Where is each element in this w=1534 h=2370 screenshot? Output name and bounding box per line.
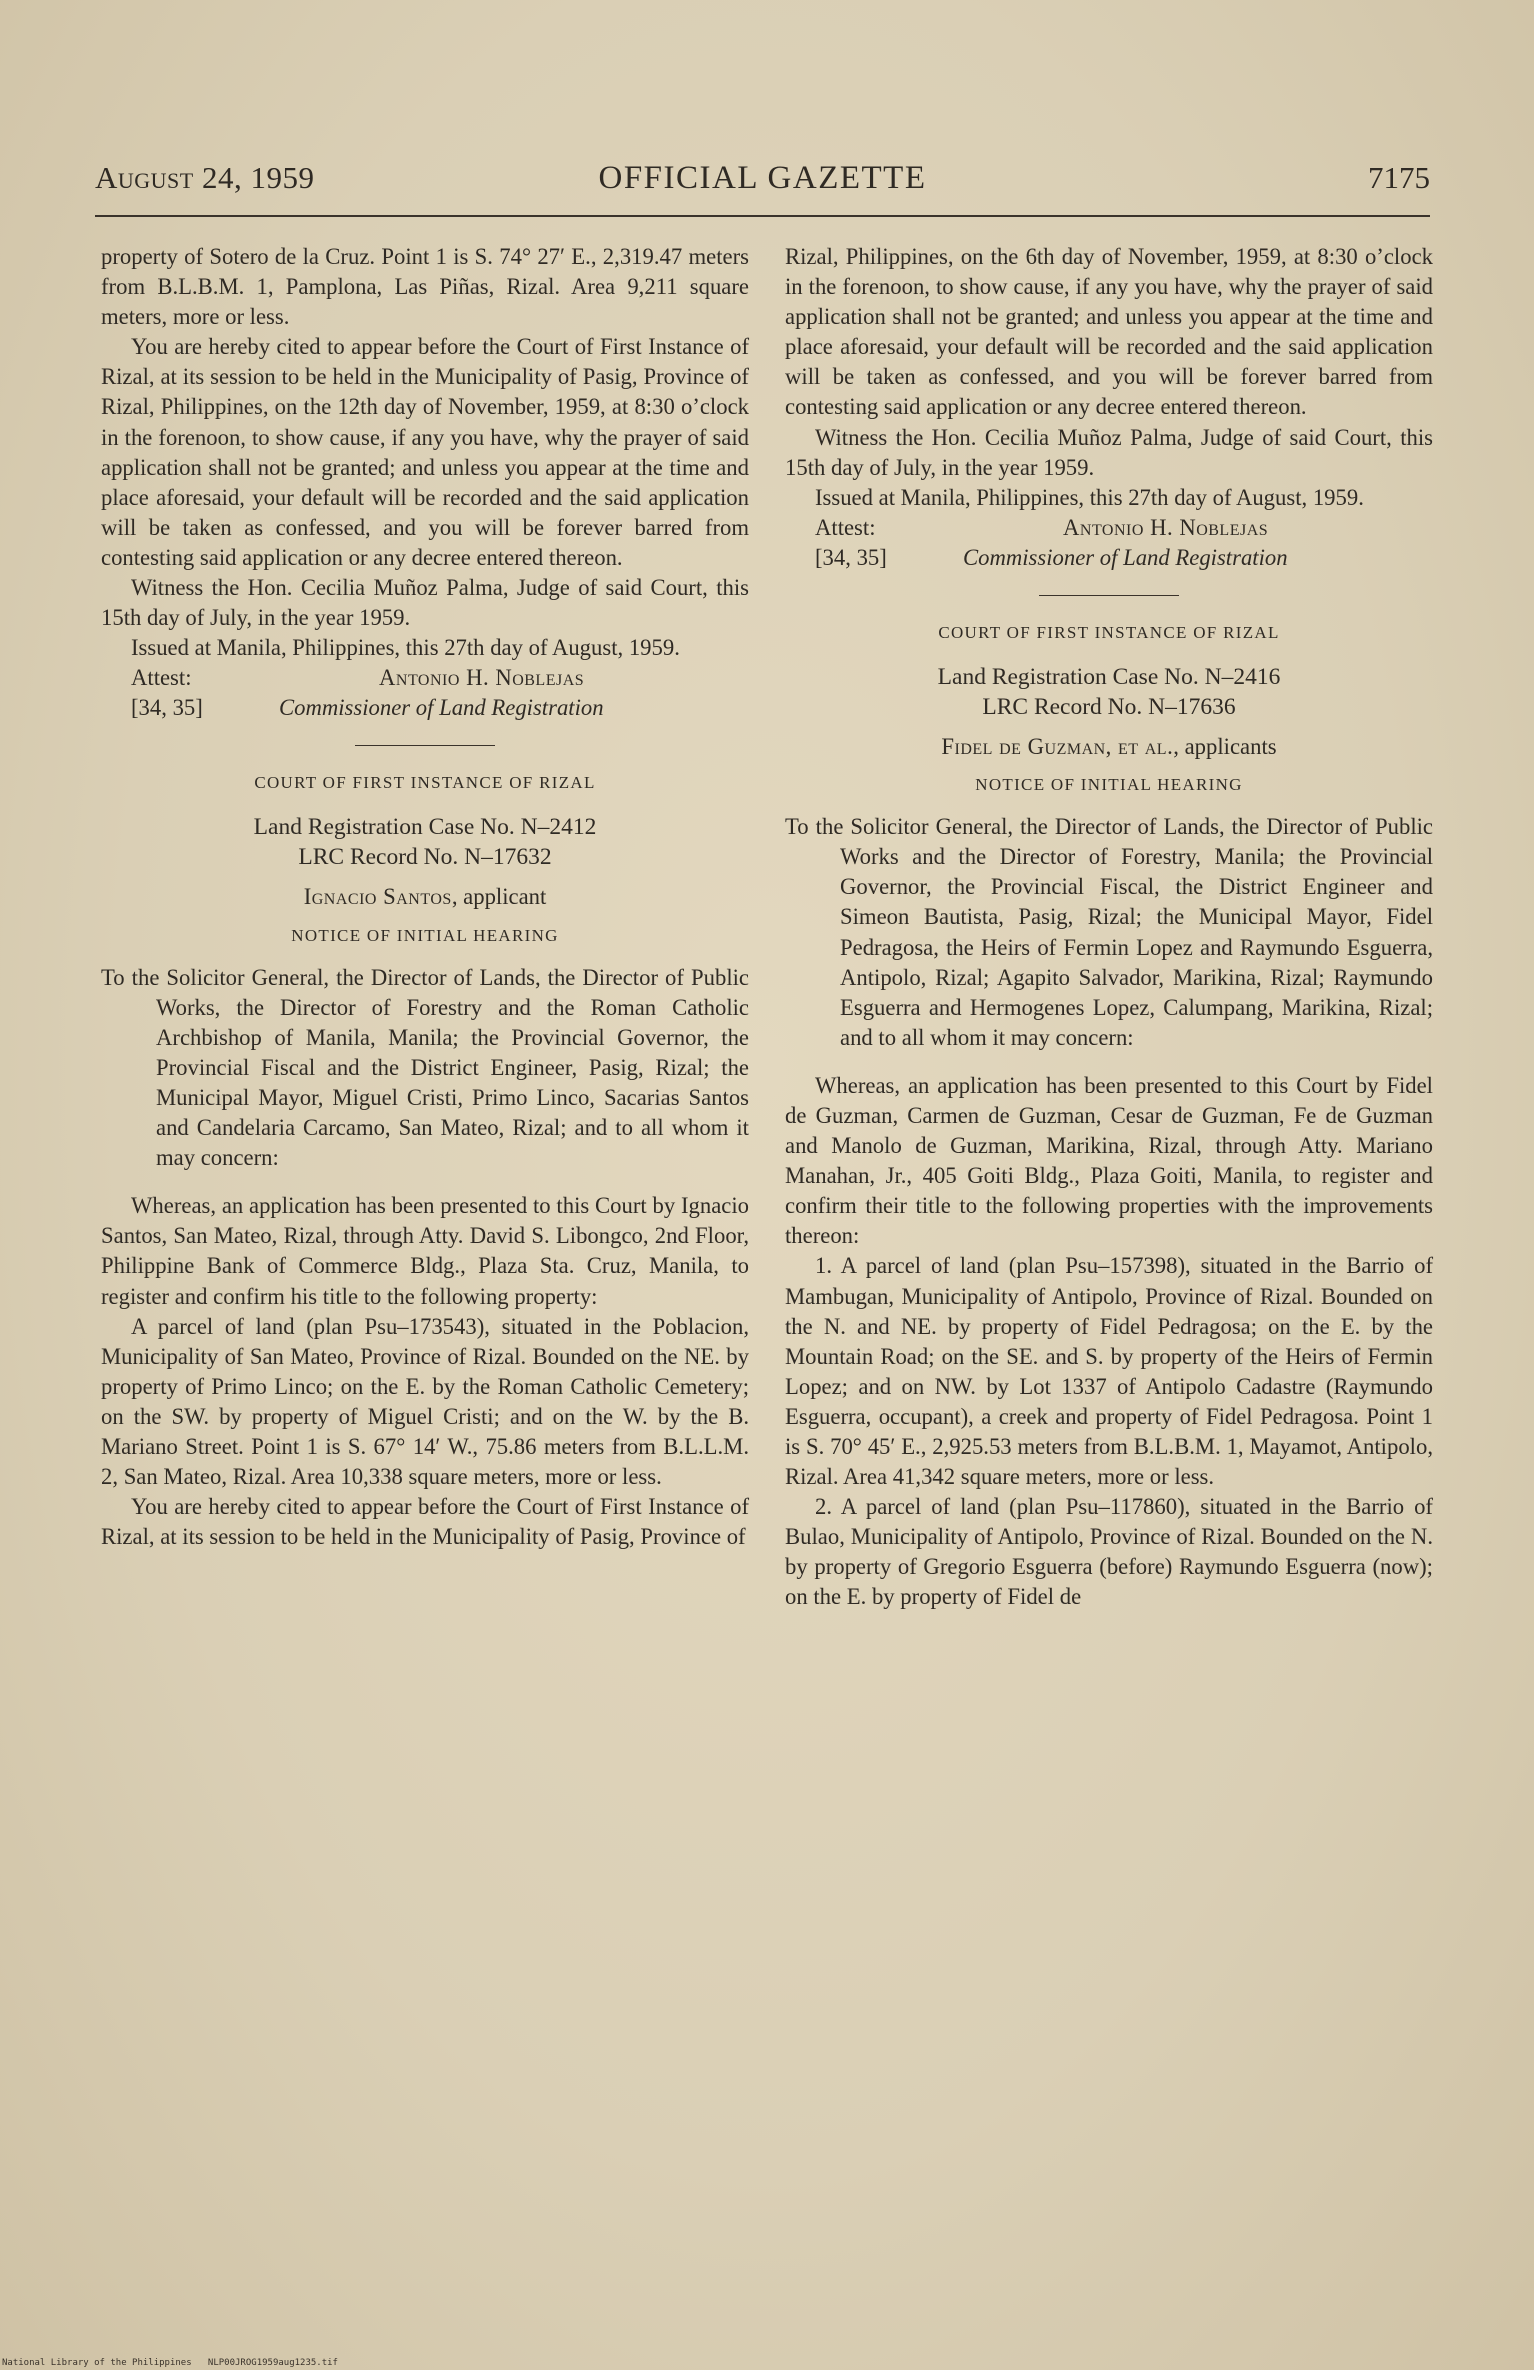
footer-library: National Library of the Philippines (2, 2358, 192, 2368)
applicant-role: , applicant (451, 884, 547, 910)
paragraph: Whereas, an application has been presented to this Court by Ignacio Santos, San Mateo, Rizal, through Atty. David S. Libongco, 2nd Floor, Philippine Bank of Commerce Bldg., Plaza Sta. Cruz, Manila, to register and confirm his title to the following property: (101, 1193, 749, 1309)
section-divider (355, 745, 495, 746)
header-page-number: 7175 (1368, 160, 1430, 195)
signer-title: Commissioner of Land Registration (279, 695, 604, 721)
case-number: Land Registration Case No. N–2412 (253, 814, 597, 841)
left-column (101, 242, 749, 1552)
applicant-role: , applicants (1173, 733, 1277, 759)
right-column (785, 242, 1433, 1613)
attest-label: Attest: (131, 665, 192, 691)
paragraph: You are hereby cited to appear before the Court of First Instance of Rizal, at its session to be held in the Municipality of Pasig, Province of (101, 1494, 749, 1550)
header-title: OFFICIAL GAZETTE (598, 160, 927, 196)
address-paragraph: To the Solicitor General, the Director of Lands, the Director of Public Works and the Director of Forestry, Manila; the Provincial Governor, the Provincial Fiscal, the District Engineer and Simeon Bautista, Pasig, Rizal; the Municipal Mayor, Fidel Pedragosa, the Heirs of Fermin Lopez and Raymundo Esguerra, Antipolo, Rizal; Agapito Salvador, Marikina, Rizal; Raymundo Esguerra and Hermogenes Lopez, Calumpang, Marikina, Rizal; and to all whom it may concern: (785, 814, 1433, 1050)
notice-title: NOTICE OF INITIAL HEARING (975, 775, 1243, 795)
paragraph: Whereas, an application has been presented to this Court by Fidel de Guzman, Carmen de Guzman, Cesar de Guzman, Fe de Guzman and Manolo de Guzman, Marikina, Rizal, through Atty. Mariano Manahan, Jr., 405 Goiti Bldg., Plaza Goiti, Manila, to register and confirm their title to the following properties with the improvements thereon: (785, 1072, 1433, 1249)
scan-footer (2, 2358, 338, 2368)
paragraph: Rizal, Philippines, on the 6th day of November, 1959, at 8:30 o’clock in the forenoon, to show cause, if any you have, why the prayer of said application shall not be granted; and unless you appear at the time and place aforesaid, your default will be recorded and the said application will be taken as confessed, and you will be forever barred from contesting said application or any decree entered thereon. (785, 244, 1433, 420)
paragraph: A parcel of land (plan Psu–173543), situated in the Poblacion, Municipality of San Mateo, Province of Rizal. Bounded on the NE. by property of Primo Linco; on the E. by the Roman Catholic Cemetery; on the SW. by property of Miguel Cristi; and on the W. by the B. Mariano Street. Point 1 is S. 67° 14′ W., 75.86 meters from B.L.L.M. 2, San Mateo, Rizal. Area 10,338 square meters, more or less. (101, 1313, 749, 1490)
signer-name: Antonio H. Noblejas (1063, 514, 1269, 540)
paragraph: Issued at Manila, Philippines, this 27th day of August, 1959. (131, 635, 680, 661)
record-number: LRC Record No. N–17636 (982, 693, 1236, 720)
page-header (95, 160, 1430, 204)
footer-file-id: NLP00JROG1959aug1235.tif (207, 2358, 338, 2368)
header-date: August 24, 1959 (95, 160, 315, 195)
court-heading: COURT OF FIRST INSTANCE OF RIZAL (254, 773, 596, 793)
signer-title: Commissioner of Land Registration (963, 544, 1288, 570)
paragraph: property of Sotero de la Cruz. Point 1 is S. 74° 27′ E., 2,319.47 meters from B.L.B.M. 1, Pamplona, Las Piñas, Rizal. Area 9,211 square meters, more or less. (101, 244, 749, 330)
signature-block (101, 663, 749, 723)
applicant-name: Fidel de Guzman, et al. (941, 733, 1174, 759)
applicant-line (101, 882, 749, 912)
header-rule (95, 215, 1430, 217)
paragraph: Witness the Hon. Cecilia Muñoz Palma, Judge of said Court, this 15th day of July, in the year 1959. (101, 575, 749, 631)
record-number: LRC Record No. N–17632 (298, 844, 552, 871)
paragraph: You are hereby cited to appear before the Court of First Instance of Rizal, at its session to be held in the Municipality of Pasig, Province of Rizal, Philippines, on the 12th day of November, 1959, at 8:30 o’clock in the forenoon, to show cause, if any you have, why the prayer of said application shall not be granted; and unless you appear at the time and place aforesaid, your default will be recorded and the said application will be taken as confessed, and you will be forever barred from contesting said application or any decree entered thereon. (101, 334, 749, 570)
paragraph: Witness the Hon. Cecilia Muñoz Palma, Judge of said Court, this 15th day of July, in the year 1959. (785, 424, 1433, 480)
notice-title: NOTICE OF INITIAL HEARING (291, 925, 559, 945)
signer-name: Antonio H. Noblejas (379, 665, 585, 691)
court-heading: COURT OF FIRST INSTANCE OF RIZAL (938, 622, 1280, 642)
paragraph: 2. A parcel of land (plan Psu–117860), situated in the Barrio of Bulao, Municipality of Antipolo, Province of Rizal. Bounded on the N. by property of Gregorio Esguerra (before) Raymundo Esguerra (now); on the E. by property of Fidel de (785, 1494, 1433, 1610)
address-paragraph: To the Solicitor General, the Director of Lands, the Director of Public Works, the Director of Forestry and the Roman Catholic Archbishop of Manila, Manila; the Provincial Governor, the Provincial Fiscal and the District Engineer, Pasig, Rizal; the Municipal Mayor, Miguel Cristi, Primo Linco, Sacarias Santos and Candelaria Carcamo, San Mateo, Rizal; and to all whom it may concern: (101, 964, 749, 1171)
case-number: Land Registration Case No. N–2416 (937, 663, 1281, 690)
paragraph: Issued at Manila, Philippines, this 27th day of August, 1959. (815, 484, 1364, 510)
issue-reference: [34, 35] (131, 695, 203, 721)
signature-block (785, 513, 1433, 573)
paragraph: 1. A parcel of land (plan Psu–157398), situated in the Barrio of Mambugan, Municipality of Antipolo, Province of Rizal. Bounded on the N. and NE. by property of Fidel Pedragosa; on the E. by the Mountain Road; on the SE. and S. by property of the Heirs of Fermin Lopez; and on NW. by Lot 1337 of Antipolo Cadastre (Raymundo Esguerra, occupant), a creek and property of Fidel Pedragosa. Point 1 is S. 70° 45′ E., 2,925.53 meters from B.L.B.M. 1, Mayamot, Antipolo, Rizal. Area 41,342 square meters, more or less. (785, 1253, 1433, 1490)
attest-label: Attest: (815, 514, 876, 540)
section-divider (1039, 595, 1179, 596)
applicant-name: Ignacio Santos (303, 884, 452, 910)
issue-reference: [34, 35] (815, 544, 887, 570)
applicant-line (785, 732, 1433, 762)
